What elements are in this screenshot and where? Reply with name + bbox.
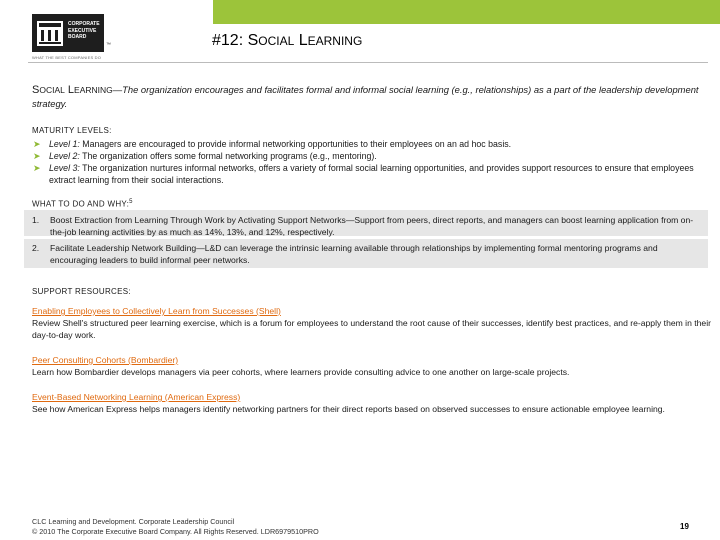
maturity-level-1: ➤ Level 1: Managers are encouraged to provide informal networking opportunities to their employees on an ad hoc basis. [33, 139, 512, 149]
maturity-level-3: ➤ Level 3: The organization nurtures informal networks, offers a variety of formal social learning opportunities, and provides support resources to ensure that employees extract learning from their social interactions. [33, 163, 694, 185]
header-divider [28, 62, 708, 63]
resource-item [32, 391, 712, 415]
arrow-bullet-icon: ➤ [33, 151, 41, 161]
resource-link-bombardier[interactable]: Peer Consulting Cohorts (Bombardier) [32, 355, 179, 365]
footnote-marker: 5 [129, 199, 133, 205]
footer-line-1: CLC Learning and Development. Corporate Leadership Council [32, 517, 235, 526]
footer-copyright: © 2010 The Corporate Executive Board Company. All Rights Reserved. LDR6979510PRO [32, 527, 319, 536]
resource-description: Learn how Bombardier develops managers via peer cohorts, where learners provide consulting advice to one another on large-scale projects. [32, 367, 570, 377]
logo-text: CORPORATE EXECUTIVE BOARD [68, 21, 100, 40]
arrow-bullet-icon: ➤ [33, 139, 41, 149]
building-icon [37, 21, 63, 46]
what-to-do-section [24, 196, 708, 271]
resource-item [32, 354, 712, 378]
resource-link-american-express[interactable]: Event-Based Networking Learning (American Express) [32, 392, 241, 402]
maturity-heading: MATURITY LEVELS: [32, 126, 112, 135]
definition-paragraph: SOCIAL LEARNING—The organization encourages and facilitates formal and informal social learning (e.g., relationships) as a part of the leadership development strategy. [32, 84, 699, 109]
maturity-level-2: ➤ Level 2: The organization offers some formal networking programs (e.g., mentoring). [33, 151, 377, 161]
definition-description: The organization encourages and facilitates formal and informal social learning (e.g., relationships) as a part of the leadership development strategy. [32, 84, 699, 109]
footer [32, 517, 319, 537]
maturity-levels-list [32, 138, 712, 186]
header-accent-bar [213, 0, 720, 24]
page-title: #12: SOCIAL LEARNING [212, 32, 363, 49]
resource-link-shell[interactable]: Enabling Employees to Collectively Learn from Successes (Shell) [32, 306, 281, 316]
company-logo [32, 14, 104, 52]
resource-description: Review Shell's structured peer learning exercise, which is a forum for employees to understand the root cause of their successes, identify best practices, and re-apply them in their day-to-day work. [32, 318, 711, 340]
resource-description: See how American Express helps managers identify networking partners for their direct reports based on observed successes to ensure actionable employee learning. [32, 404, 665, 414]
trademark-mark: ™ [106, 42, 111, 48]
page-number: 19 [680, 522, 689, 531]
what-to-do-item-2: 2. Facilitate Leadership Network Building—L&D can leverage the intrinsic learning available through relationships by implementing formal mentoring programs and encouraging leaders to build informal peer networks. [32, 243, 658, 265]
maturity-levels-section [32, 125, 712, 186]
definition-term: SOCIAL LEARNING [32, 84, 113, 96]
what-to-do-item-1: 1. Boost Extraction from Learning Through Work by Activating Support Networks—Support from peers, direct reports, and managers can boost learning application from on-the-job learning activities by as much as 14%, 13%, and 12%, respectively. [32, 215, 694, 237]
support-heading: SUPPORT RESOURCES: [32, 287, 131, 296]
arrow-bullet-icon: ➤ [33, 163, 41, 173]
logo-tagline: WHAT THE BEST COMPANIES DO [32, 55, 102, 60]
what-to-do-heading: WHAT TO DO AND WHY:$^5$ [32, 199, 133, 209]
resource-item [32, 305, 712, 341]
support-resources-section [32, 286, 712, 415]
